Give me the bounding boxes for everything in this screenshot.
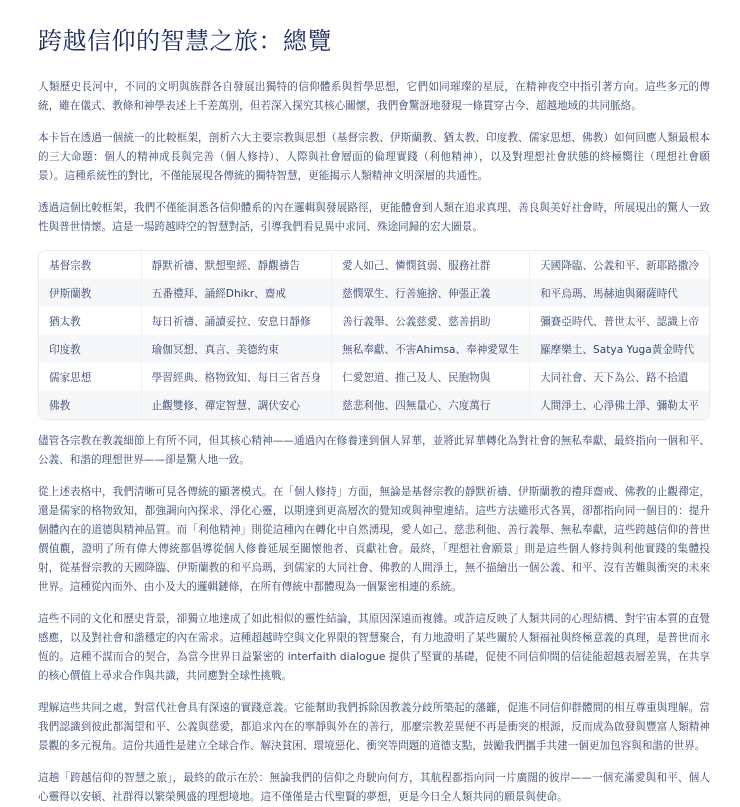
page-title: 跨越信仰的智慧之旅：總覽 bbox=[38, 27, 332, 55]
table-row bbox=[39, 279, 709, 307]
ideal-society-cell: 羅摩樂土、Satya Yuga黃金時代 bbox=[530, 335, 709, 363]
ideal-society-cell: 人間淨土、心淨佛土淨、彌勒太平 bbox=[530, 391, 709, 419]
religion-cell: 佛教 bbox=[39, 391, 141, 419]
religion-cell: 伊斯蘭教 bbox=[39, 279, 141, 307]
analysis-paragraph: 從上述表格中，我們清晰可見各傳統的顯著模式。在「個人修持」方面，無論是基督宗教的靜默祈禱、伊斯蘭教的禮拜齋戒、佛教的止觀禪定，還是儒家的格物致知，都強調向內探求、淨化心靈，以期達到更高層次的覺知或與神聖連結。這些方法雖形式各異，卻都指向同一個目的：提升個體內在的道德與精神品質。而「利他精神」則從這種內在轉化中自然湧現，愛人如己、慈悲利他、善行義舉、無私奉獻，這些跨越信仰的普世價值觀，證明了所有偉大傳統都倡導從個人修養延展至關懷他者、貢獻社會。最終，「理想社會願景」則是這些個人修持與利他實踐的集體投射，從基督宗教的天國降臨、伊斯蘭教的和平烏瑪，到儒家的大同社會、佛教的人間淨土，無不描繪出一個公義、和平、沒有苦難與衝突的未來世界。這種從內而外、由小及大的邏輯鏈條，在所有傳統中都體現為一個緊密相連的系統。 bbox=[38, 486, 710, 593]
intro-paragraph: 人類歷史長河中，不同的文明與族群各自發展出獨特的信仰體系與哲學思想，它們如同璀璨的星辰，在精神夜空中指引著方向。這些多元的傳統，雖在儀式、教條和神學表述上千差萬別，但若深入探究其核心關懷，我們會驚訝地發現一條貫穿古今、超越地域的共同脈絡。 bbox=[38, 81, 710, 112]
table-row bbox=[39, 307, 709, 335]
personal-practice-cell: 靜默祈禱、默想聖經、靜觀禱告 bbox=[141, 251, 332, 279]
ideal-society-cell: 天國降臨、公義和平、新耶路撒冷 bbox=[530, 251, 709, 279]
comparison-table-card bbox=[38, 250, 710, 420]
personal-practice-cell: 止觀雙修、禪定智慧、調伏安心 bbox=[141, 391, 332, 419]
purpose-paragraph: 透過這個比較框架，我們不僅能洞悉各信仰體系的內在邏輯與發展路徑，更能體會到人類在追求真理、善良與美好社會時，所展現出的驚人一致性與普世情懷。這是一場跨越時空的智慧對話，引導我們看見異中求同、殊途同歸的宏大圖景。 bbox=[38, 202, 710, 233]
personal-practice-cell: 學習經典、格物致知、每日三省吾身 bbox=[141, 363, 332, 391]
altruism-cell: 無私奉獻、不害Ahimsa、奉神愛眾生 bbox=[332, 335, 530, 363]
framework-paragraph: 本卡旨在透過一個統一的比較框架，剖析六大主要宗教與思想（基督宗教、伊斯蘭教、猶太教、印度教、儒家思想、佛教）如何回應人類最根本的三大命題：個人的精神成長與完善（個人修持）、人際與社會層面的倫理實踐（利他精神），以及對理想社會狀態的終極嚮往（理想社會願景）。這種系統性的對比，不僅能展現各傳統的獨特智慧，更能揭示人類精神文明深層的共通性。 bbox=[38, 132, 710, 182]
altruism-cell: 慈憫眾生、行善施捨、伸張正義 bbox=[332, 279, 530, 307]
religion-cell: 猶太教 bbox=[39, 307, 141, 335]
personal-practice-cell: 五番禮拜、誦經Dhikr、齋戒 bbox=[141, 279, 332, 307]
table-row bbox=[39, 363, 709, 391]
personal-practice-cell: 每日祈禱、誦讀妥拉、安息日靜修 bbox=[141, 307, 332, 335]
ideal-society-cell: 彌賽亞時代、普世太平、認識上帝 bbox=[530, 307, 709, 335]
ideal-society-cell: 大同社會、天下為公、路不拾遺 bbox=[530, 363, 709, 391]
core-spirit-paragraph: 儘管各宗教在教義細節上有所不同，但其核心精神——通過內在修養達到個人昇華，並將此昇華轉化為對社會的無私奉獻，最終指向一個和平、公義、和諧的理想世界——卻是驚人地一致。 bbox=[38, 435, 710, 466]
convergence-paragraph: 這些不同的文化和歷史背景，卻獨立地達成了如此相似的靈性結論，其原因深遠而複雜。或許這反映了人類共同的心理結構、對宇宙本質的直覺感應，以及對社會和諧穩定的內在需求。這種超越時空與文化界限的智慧聚合，有力地證明了某些關於人類福祉與終極意義的真理，是普世而永恆的。這種不謀而合的契合，為當今世界日益緊密的 interfaith dialogue 提供了堅實的基礎，促使不同信仰間的信徒能超越表層差異，在共享的核心價值上尋求合作與共識，共同應對全球性挑戰。 bbox=[38, 613, 710, 682]
religion-cell: 基督宗教 bbox=[39, 251, 141, 279]
comparison-table bbox=[39, 251, 709, 419]
table-row bbox=[39, 391, 709, 419]
conclusion-paragraph: 這趟「跨越信仰的智慧之旅」，最終的啟示在於：無論我們的信仰之舟駛向何方，其航程都指向同一片廣闊的彼岸——一個充滿愛與和平、個人心靈得以安頓、社群得以繁榮興盛的理想境地。這不僅僅是古代聖賢的夢想，更是今日全人類共同的願景與使命。 bbox=[38, 772, 710, 803]
personal-practice-cell: 瑜伽冥想、真言、美德約束 bbox=[141, 335, 332, 363]
altruism-cell: 慈悲利他、四無量心、六度萬行 bbox=[332, 391, 530, 419]
altruism-cell: 善行義舉、公義慈愛、慈善捐助 bbox=[332, 307, 530, 335]
table-row bbox=[39, 335, 709, 363]
ideal-society-cell: 和平烏瑪、馬赫迪與爾薩時代 bbox=[530, 279, 709, 307]
altruism-cell: 愛人如己、憐憫貧弱、服務社群 bbox=[332, 251, 530, 279]
religion-cell: 印度教 bbox=[39, 335, 141, 363]
religion-cell: 儒家思想 bbox=[39, 363, 141, 391]
table-row bbox=[39, 251, 709, 279]
practical-meaning-paragraph: 理解這些共同之處，對當代社會具有深遠的實踐意義。它能幫助我們拆除因教義分歧所築起的藩籬，促進不同信仰群體間的相互尊重與理解。當我們認識到彼此都渴望和平、公義與慈愛，都追求內在的寧靜與外在的善行，那麼宗教差異便不再是衝突的根源，反而成為啟發與豐富人類精神景觀的多元視角。這份共通性是建立全球合作、解決貧困、環境惡化、衝突等問題的道德支點，鼓勵我們攜手共建一個更加包容與和諧的世界。 bbox=[38, 702, 710, 752]
altruism-cell: 仁愛恕道、推己及人、民胞物與 bbox=[332, 363, 530, 391]
